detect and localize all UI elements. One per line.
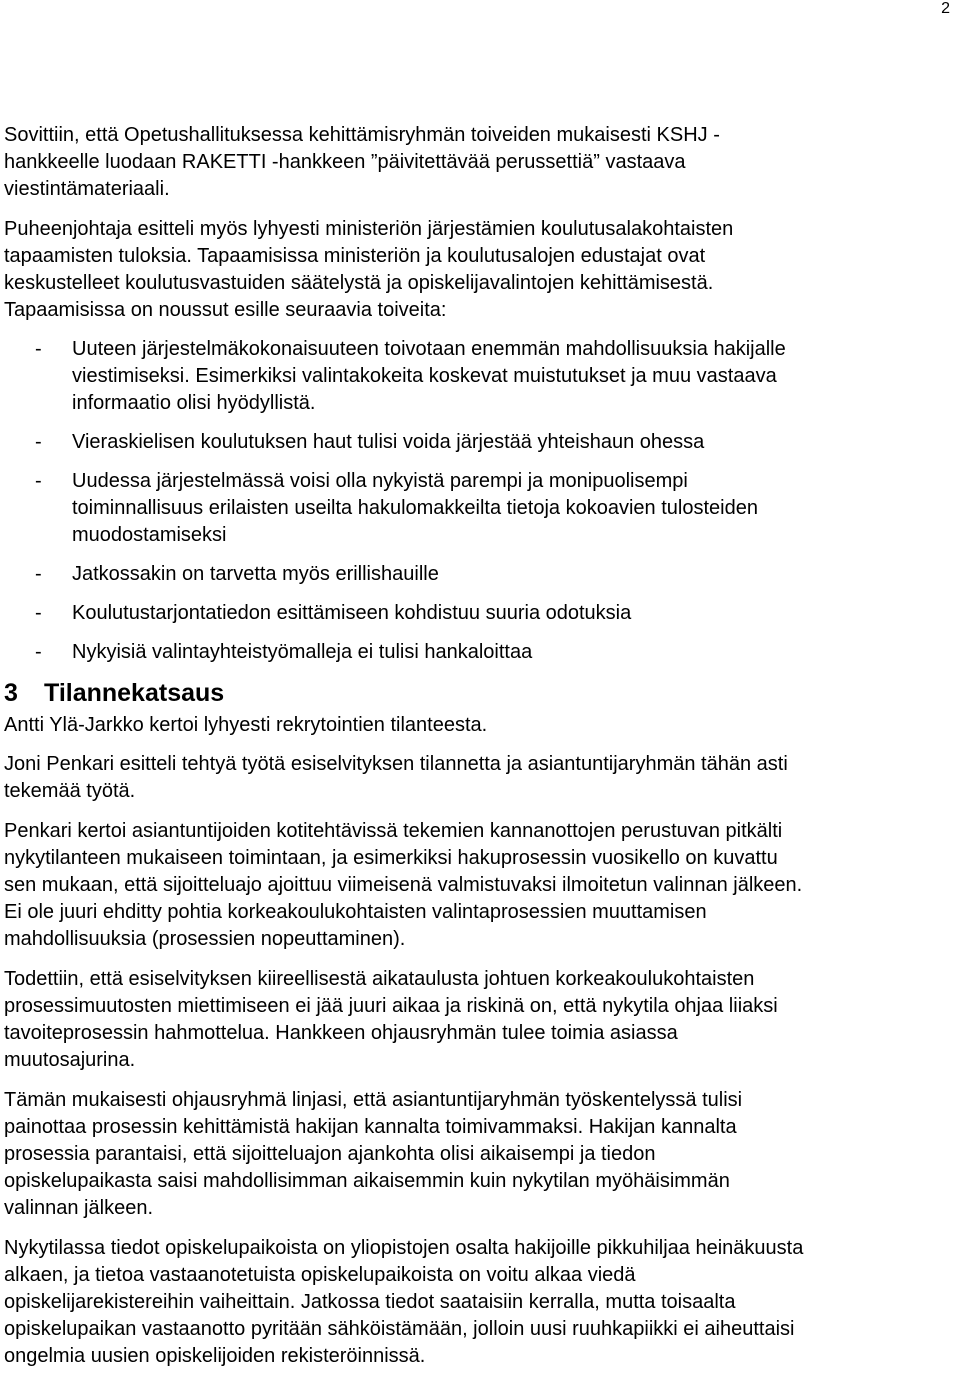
list-item xyxy=(4,639,956,666)
section-heading xyxy=(4,678,956,708)
list-item-text: Koulutustarjontatiedon esittämiseen kohdistuu suuria odotuksia xyxy=(72,602,632,624)
paragraph-linjaus: Tämän mukaisesti ohjausryhmä linjasi, että asiantuntijaryhmän työskentelyssä tulisi painottaa prosessin kehittämistä hakijan kannalta toimivammaksi. Hakijan kannalta prosessia parantaisi, että sijoitteluajon ajankohta olisi aikaisempi ja tiedon opiskelupaikasta saisi mahdollisimman aikaisemmin kuin nykytilan myöhäisimmän valinnan jälkeen. xyxy=(4,1089,743,1219)
list-dash: - xyxy=(35,641,42,663)
list-dash: - xyxy=(35,470,42,492)
page-content xyxy=(4,122,956,1383)
page-number: 2 xyxy=(941,0,950,17)
list-dash: - xyxy=(35,602,42,624)
list-item xyxy=(4,561,956,588)
paragraph-kannanotot: Penkari kertoi asiantuntijoiden kotitehtävissä tekemien kannanottojen perustuvan pitkälti nykytilanteen mukaiseen toimintaan, ja esimerkiksi hakuprosessin vuosikello on kuvattu sen mukaan, että sijoitteluajo ajoittuu viimeisenä valmistuvaksi ilmoitetun valinnan jälkeen. Ei ole juuri ehditty pohtia korkeakoulukohtaisten valintaprosessien muuttamisen mahdollisuuksia (prosessien nopeuttaminen). xyxy=(4,820,803,950)
list-item-text: Uuteen järjestelmäkokonaisuuteen toivotaan enemmän mahdollisuuksia hakijalle viestimiseksi. Esimerkiksi valintakokeita koskevat muistutukset ja muu vastaava informaatio olisi hyödyllistä. xyxy=(72,338,786,414)
paragraph-aikataulu: Todettiin, että esiselvityksen kiireellisestä aikataulusta johtuen korkeakoulukohtaisten prosessimuutosten miettimiseen ei jää juuri aikaa ja riskinä on, että nykytila ohjaa liiaksi tavoiteprosessin hahmottelua. Hankkeen ohjausryhmän tulee toimia asiassa muutosajurina. xyxy=(4,968,778,1071)
section-number: 3 xyxy=(4,679,18,707)
list-item-text: Uudessa järjestelmässä voisi olla nykyistä parempi ja monipuolisempi toiminnallisuus erilaisten useilta hakulomakkeilta tietoja kokoavien tulosteiden muodostamiseksi xyxy=(72,470,758,546)
list-dash: - xyxy=(35,431,42,453)
list-dash: - xyxy=(35,563,42,585)
list-item-text: Nykyisiä valintayhteistyömalleja ei tulisi hankaloittaa xyxy=(72,641,533,663)
section-title: Tilannekatsaus xyxy=(44,679,225,707)
paragraph-rekrytoinnit: Antti Ylä-Jarkko kertoi lyhyesti rekrytointien tilanteesta. xyxy=(4,714,488,736)
list-item xyxy=(4,336,956,417)
paragraph-nykytila: Nykytilassa tiedot opiskelupaikoista on yliopistojen osalta hakijoille pikkuhiljaa heinäkuusta alkaen, ja tietoa vastaanotetuista opiskelupaikoista on voitu alkaa viedä opiskelijarekistereihin vaiheittain. Jatkossa tiedot saataisiin kerralla, mutta toisaalta opiskelupaikan vastaanotto pyritään sähköistämään, jolloin uusi ruuhkapiikki ei aiheuttaisi ongelmia uusien opiskelijoiden rekisteröinnissä. xyxy=(4,1237,804,1367)
list-item xyxy=(4,429,956,456)
paragraph-viestintamateriaali: Sovittiin, että Opetushallituksessa kehittämisryhmän toiveiden mukaisesti KSHJ - hankkeelle luodaan RAKETTI -hankkeen ”päivitettävää perussettiä” vastaava viestintämateriaali. xyxy=(4,124,720,200)
wishes-list xyxy=(4,336,956,666)
list-dash: - xyxy=(35,338,42,360)
paragraph-esiselvitys: Joni Penkari esitteli tehtyä työtä esiselvityksen tilannetta ja asiantuntijaryhmän tähän asti tekemää työtä. xyxy=(4,753,788,802)
list-item xyxy=(4,468,956,549)
paragraph-koulutusalakohtaiset-tapaamiset: Puheenjohtaja esitteli myös lyhyesti ministeriön järjestämien koulutusalakohtaisten tapaamisten tuloksia. Tapaamisissa ministeriön ja koulutusalojen edustajat ovat keskustelleet koulutusvastuiden säätelystä ja opiskelijavalintojen kehittämisestä. Tapaamisissa on noussut esille seuraavia toiveita: xyxy=(4,218,734,321)
list-item-text: Jatkossakin on tarvetta myös erillishauille xyxy=(72,563,439,585)
list-item-text: Vieraskielisen koulutuksen haut tulisi voida järjestää yhteishaun ohessa xyxy=(72,431,705,453)
list-item xyxy=(4,600,956,627)
